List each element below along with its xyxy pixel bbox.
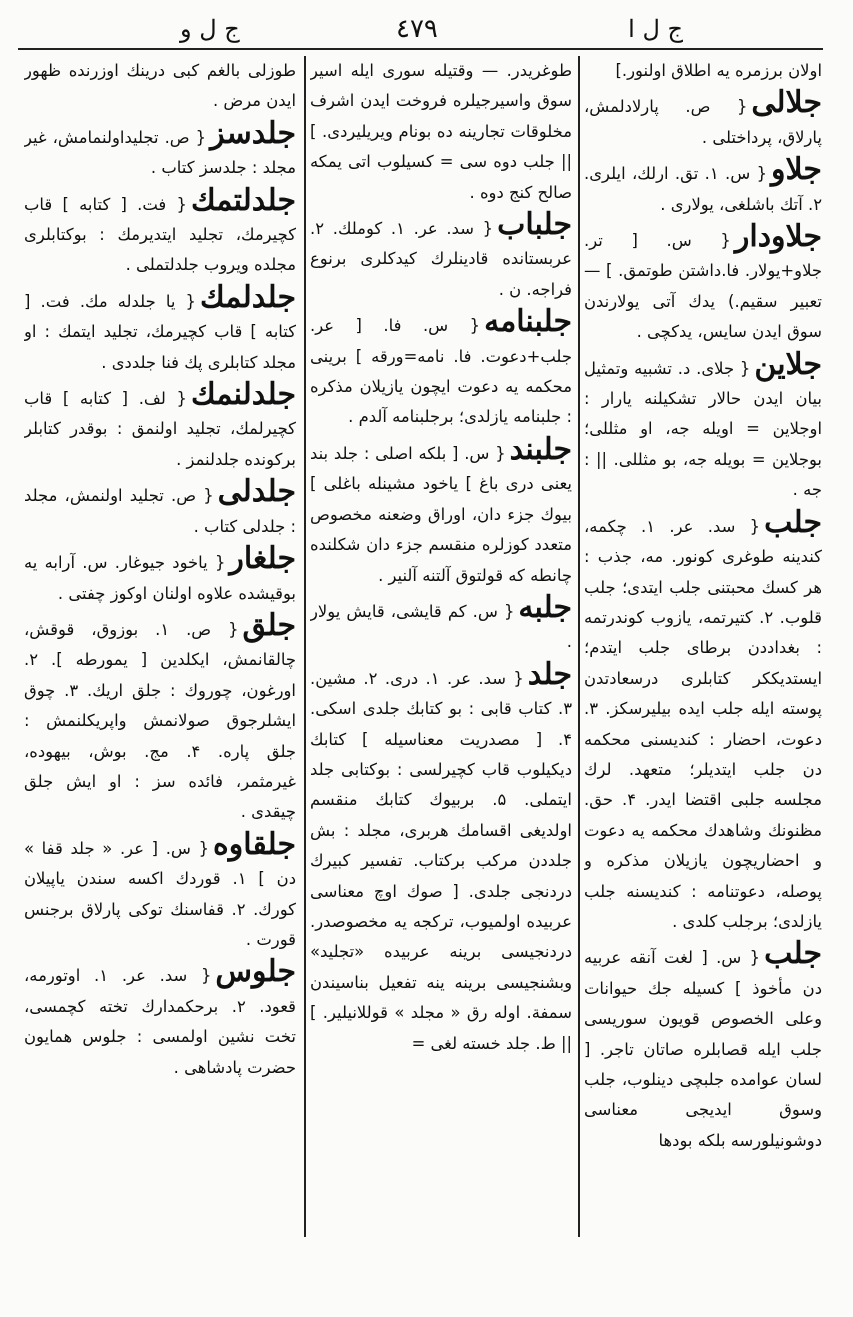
entry-headword: جلاودار	[734, 219, 822, 255]
dictionary-entry	[584, 56, 822, 86]
entry-headword: جلبنامه	[484, 304, 572, 340]
entry-definition: { س. [ عر. « جلد قفا » دن ] ۱. قوردك اكسه سندن یاپیلان كورك. ۲. قفاسنك توكی پارلاق برجنس قورت .	[24, 838, 296, 949]
header-rule	[18, 48, 823, 50]
entry-definition: { ص. تجلیداولنمامش، غیر مجلد : جلدسز كتاب .	[24, 127, 296, 178]
entry-definition: { جلای. د. تشبیه وتمثیل بیان ایدن حالار تشكیلنه یارار : اوجلاین = اویله جه، او مثللی؛ بوجلاین = بویله جه، بو مثللی. || : جه .	[584, 358, 822, 500]
entry-headword: جلغار	[229, 541, 296, 577]
entry-definition: { یاخود جیوغار. س. آرابه یه بوقیشده علاوه اولنان اوكوز چفتی .	[24, 553, 296, 603]
entry-headword: جلاین	[754, 346, 822, 382]
dictionary-entry	[584, 936, 822, 1156]
entry-headword: جلدلنمك	[190, 377, 296, 413]
entry-definition: { فت. [ كتابه ] قاب كچیرمك، تجلید ایتدیرمك : بوكتابلری مجلده ویروب جلدلتملی .	[24, 194, 296, 275]
dictionary-entry	[584, 152, 822, 220]
column-middle	[310, 56, 572, 1239]
dictionary-entry	[310, 56, 572, 208]
entry-headword: جلوس	[215, 954, 296, 990]
entry-headword: جلدلی	[217, 474, 296, 510]
entry-headword: جلدلتمك	[190, 182, 296, 218]
entry-headword: جلقاوه	[213, 826, 296, 862]
dictionary-entry	[24, 954, 296, 1083]
entry-definition: طوزلی بالغم كبی درینك اوزرنده ظهور ایدن مرض .	[24, 61, 296, 111]
entry-headword: جلبه	[518, 589, 572, 625]
entry-definition: { لف. [ كتابه ] قاب كچیرلمك، تجلید اولنمق : بوقدر كتابلر بركونده جلدلنمز .	[24, 389, 296, 469]
page-number: ٤٧٩	[396, 14, 438, 44]
entry-definition: { س. فا. [ عر. جلب+دعوت. فا. نامه=ورقه ] برینی محكمه یه دعوت ایچون یازیلان مذكره : جلبنامه یازلدی؛ برجلبنامه آلدم .	[310, 316, 572, 427]
dictionary-entry	[310, 656, 572, 1059]
dictionary-entry	[584, 219, 822, 348]
entry-headword: جلب	[764, 936, 822, 972]
column-divider-left	[304, 56, 306, 1237]
entry-headword: جلدلمك	[200, 279, 296, 315]
header-left-letters: ج ل و	[180, 15, 240, 43]
entry-headword: جلد	[527, 656, 572, 692]
page-header	[30, 14, 823, 44]
entry-definition: { س. [ بلكه اصلی : جلد بند یعنی دری باغ ] یاخود مشینله باغلی ] بیوك جزء دان، اوراق وضعنه مخصوص متعدد كوزلره منقسم جزء دان شكلنده چانطه كه قولتوق آلتنه آلنیر .	[310, 443, 572, 585]
dictionary-entry	[310, 304, 572, 433]
entry-headword: جلاو	[771, 152, 822, 188]
dictionary-entry	[24, 182, 296, 281]
entry-definition: { ص. تجلید اولنمش، مجلد : جلدلی كتاب .	[24, 486, 296, 536]
dictionary-entry	[310, 207, 572, 305]
entry-definition: { س. ۱. تق. ارلك، ایلری. ۲. آتك باشلغی، یولاری .	[584, 164, 822, 214]
entry-definition: { ص. ۱. بوزوق، قوقش، چالقانمش، ایكلدین [ یمورطه ]. ۲. اورغون، چوروك : جلق اریك. ۳. چوق ایشلرجوق صولانمش واپریكلنمش : جلق پاره. ۴. مج. بوش، بیهوده، غیرمثمر، فائده سز : او ایش جلق چیقدی .	[24, 619, 296, 822]
dictionary-entry	[310, 431, 572, 591]
dictionary-entry	[24, 115, 296, 184]
dictionary-entry	[310, 589, 572, 658]
entry-headword: جلدسز	[210, 115, 296, 151]
column-right	[584, 56, 822, 1239]
entry-definition: { سد. عر. ۱. اوتورمه، قعود. ۲. برحكمدارك تخته كچمسی، تخت نشین اولمسی : جلوس همایون حضرت پادشاهی .	[24, 966, 296, 1077]
entry-definition: { سد. عر. ۱. دری. ۲. مشین. ۳. كتاب قابی : بو كتابك جلدی اسكی. ۴. [ مصدریت معناسیله ] كتابك دیكیلوب قاب كچیرلسی : بوكتابی جلد ایتملی. ۵. بربیوك كتابك منقسم اولدیغی اقسامك هربری، مجلد : بش جلددن مركب بركتاب. تفسیر كبیرك دردنجی جلدی. [ صوك اوچ معناسی عربیده اولمیوب، تركجه یه مخصوصدر. دردنجیسی برینه عربیده «تجلید» وبشنجیسی برینه ینه تفعیل بناسیندن سمفة. اوله رق « مجلد » قوللانیلیر. ] || ط. جلد خسته لغی =	[310, 668, 572, 1053]
entry-headword: جلالی	[751, 85, 822, 121]
dictionary-entry	[584, 346, 822, 506]
header-right-letters: ج ل ا	[628, 15, 683, 43]
entry-definition: { سد. عر. ۱. كوملك. ۲. عربستانده قادینلرك كیدكلری برنوع فراجه. ن .	[310, 219, 572, 299]
dictionary-entry	[24, 607, 296, 828]
entry-definition: اولان برزمره یه اطلاق اولنور.]	[615, 61, 822, 80]
entry-headword: جلبند	[509, 431, 572, 467]
dictionary-entry	[584, 85, 822, 153]
dictionary-entry	[584, 504, 822, 938]
dictionary-entry	[24, 826, 296, 956]
entry-definition: { یا جلدله مك. فت. [ كتابه ] قاب كچیرمك، تجلید ایتمك : او مجلد كتابلری پك فنا جلددی .	[24, 291, 296, 372]
entry-headword: جلق	[242, 607, 296, 643]
entry-headword: جلب	[764, 504, 822, 540]
dictionary-entry	[24, 474, 296, 542]
entry-definition: { ص. پارلادلمش، پارلاق، پرداختلی .	[584, 97, 822, 147]
dictionary-entry	[24, 56, 296, 117]
entry-definition: { س. [ لغت آنقه عربیه دن مأخوذ ] كسیله جك حیوانات وعلی الخصوص قویون سوریسی جلب ایله قصابلره صاتان تاجر. [ لسان عوامده جلبچی دینلوب، جلب وسوق ایدیجی معناسی دوشونیلورسه بلكه بودها	[584, 948, 822, 1150]
entry-definition: { س. [ تر. جلاو+یولار. فا.داشتن طوتمق. ] — تعبیر سقیم.) یدك آتی یولارندن سوق ایدن سایس، یدكچی .	[584, 231, 822, 342]
dictionary-entry	[24, 377, 296, 475]
entry-headword: جلباب	[497, 207, 572, 243]
column-left	[24, 56, 296, 1239]
entry-definition: { سد. عر. ۱. چكمه، كندینه طوغری كونور. مه، جذب : هر كسك محبتنی جلب ایتدی؛ جلب قلوب. ۲. كتیرتمه، یازوب كوندرتمه : بغداددن برطای جلب ایتدم؛ ایستدیككر كتابلری درسعادتدن پوسته ایله جلب ایده بیلیرسكز. ۳. دعوت، احضار : كندیسنی محكمه دن جلب ایتدیلر؛ متعهد. لرك مجلسه جلبی اقتضا ایدر. ۴. حق. مظنونك وشاهدك محكمه یه دعوت و احضاریچون یازیلان مذكره و پوصله، دعوتنامه : كندیسنه جلب یازلدی؛ برجلب كلدی .	[584, 516, 822, 931]
entry-definition: { س. كم قایشی، قایش یولار .	[310, 601, 572, 652]
dictionary-entry	[24, 541, 296, 609]
dictionary-entry	[24, 279, 296, 378]
column-divider-right	[578, 56, 580, 1237]
entry-definition: طوغریدر. — وقتیله سوری ایله اسیر سوق واسیرجیلره فروخت ایدن اشرف مخلوقات تجارینه ده بونام ویریلیردی. ] || جلب دوه سی = كسیلوب اتی یمكه صالح كنج دوه .	[310, 61, 572, 202]
